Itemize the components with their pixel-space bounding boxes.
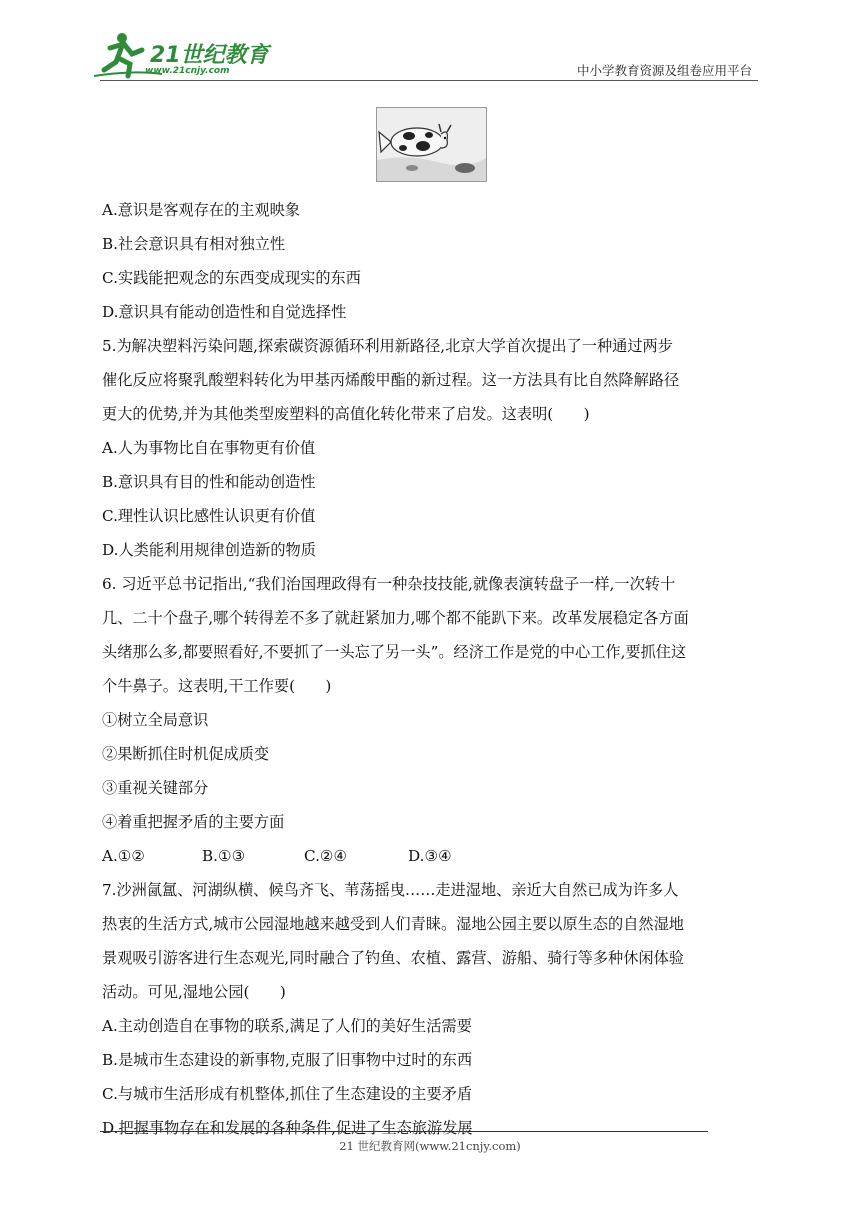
text-line: C.与城市生活形成有机整体,抓住了生态建设的主要矛盾 [102, 1085, 473, 1103]
text-line: 更大的优势,并为其他类型废塑料的高值化转化带来了启发。这表明( ) [102, 405, 590, 423]
text-line: 催化反应将聚乳酸塑料转化为甲基丙烯酸甲酯的新过程。这一方法具有比自然降解路径 [102, 371, 680, 389]
text-line: B.意识具有目的性和能动创造性 [102, 473, 316, 491]
text-line: ④着重把握矛盾的主要方面 [102, 813, 285, 831]
text-line: B.是城市生态建设的新事物,克服了旧事物中过时的东西 [102, 1051, 473, 1069]
text-line: C.实践能把观念的东西变成现实的东西 [102, 269, 361, 287]
header-divider [100, 80, 758, 81]
footer-divider [100, 1131, 708, 1132]
option-b: B.①③ [202, 847, 246, 865]
text-line: 头绪那么多,都要照看好,不要抓了一头忘了另一头”。经济工作是党的中心工作,要抓住这 [102, 643, 687, 661]
text-line: ③重视关键部分 [102, 779, 209, 797]
logo-url: www.21cnjy.com [145, 66, 230, 76]
text-line: D.把握事物存在和发展的各种条件,促进了生态旅游发展 [102, 1119, 473, 1137]
text-line: 热衷的生活方式,城市公园湿地越来越受到人们青睐。湿地公园主要以原生态的自然湿地 [102, 915, 684, 933]
text-line: 7.沙洲氤氲、河湖纵横、候鸟齐飞、苇荡摇曳……走进湿地、亲近大自然已成为许多人 [102, 881, 679, 899]
option-a: A.①② [102, 847, 146, 865]
text-line: A.意识是客观存在的主观映象 [102, 201, 301, 219]
text-line: ②果断抓住时机促成质变 [102, 745, 270, 763]
page-header [0, 0, 860, 90]
text-line: A.主动创造自在事物的联系,满足了人们的美好生活需要 [102, 1017, 472, 1035]
text-line: 景观吸引游客进行生态观光,同时融合了钓鱼、农植、露营、游船、骑行等多种休闲体验 [102, 949, 684, 967]
text-line: C.理性认识比感性认识更有价值 [102, 507, 316, 525]
text-line: ①树立全局意识 [102, 711, 209, 729]
text-line: 个牛鼻子。这表明,干工作要( ) [102, 677, 332, 695]
text-line: 5.为解决塑料污染问题,探索碳资源循环利用新路径,北京大学首次提出了一种通过两步 [102, 337, 673, 355]
logo-text: 21世纪教育 [150, 43, 269, 68]
page-footer: 21 世纪教育网(www.21cnjy.com) [339, 1139, 521, 1153]
text-line: D.人类能利用规律创造新的物质 [102, 541, 316, 559]
text-line: B.社会意识具有相对独立性 [102, 235, 286, 253]
q6-options [102, 839, 762, 873]
cartoon-fish-cow-image [376, 107, 487, 182]
text-line: D.意识具有能动创造性和自觉选择性 [102, 303, 347, 321]
option-d: D.③④ [408, 847, 452, 865]
text-line: 6. 习近平总书记指出,“我们治国理政得有一种杂技技能,就像表演转盘子一样,一次转十 [102, 575, 676, 593]
text-line: 几、二十个盘子,哪个转得差不多了就赶紧加力,哪个都不能趴下来。改革发展稳定各方面 [102, 609, 689, 627]
text-line: 活动。可见,湿地公园( ) [102, 983, 286, 1001]
platform-title: 中小学教育资源及组卷应用平台 [576, 63, 752, 78]
question-body [102, 193, 762, 1145]
option-c: C.②④ [304, 847, 348, 865]
text-line: A.人为事物比自在事物更有价值 [102, 439, 316, 457]
